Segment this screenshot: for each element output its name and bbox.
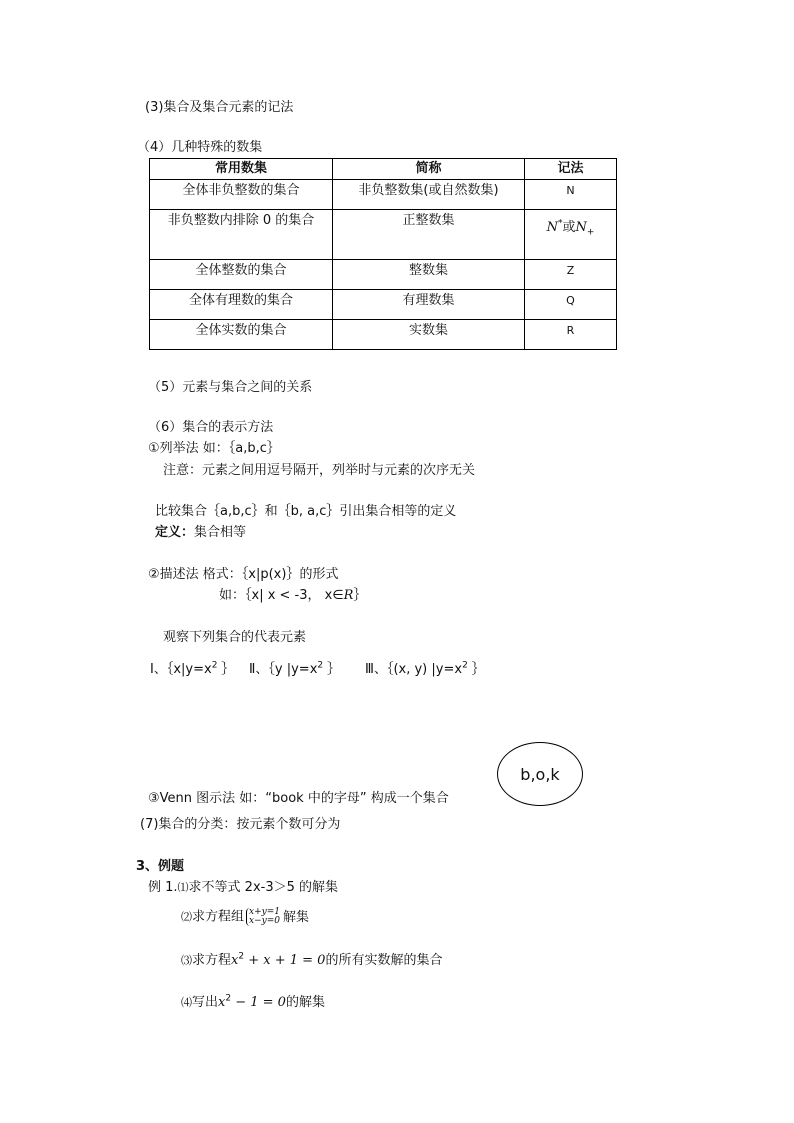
example-1-part-1 [148, 880, 338, 896]
definition-text: 集合相等 [194, 525, 247, 540]
example-1-part-3 [181, 953, 442, 969]
table-row [150, 180, 617, 210]
compare-sets: 比较集合｛a,b,c｝和｛b, a,c｝引出集合相等的定义 [155, 504, 457, 519]
notation-n: N [575, 220, 587, 235]
exponent: 2 [462, 660, 468, 671]
describe-example [219, 588, 366, 604]
table-cell: 非负整数内排除 0 的集合 [150, 210, 333, 260]
section-6-heading: （6）集合的表示方法 [148, 420, 274, 435]
table-cell: R [525, 320, 617, 350]
table-row [150, 290, 617, 320]
table-cell: 实数集 [333, 320, 525, 350]
example-4-tail: 的解集 [285, 995, 325, 1010]
table-cell: Q [525, 290, 617, 320]
equation-1: x+y=1 [249, 907, 280, 917]
table-cell: 全体非负整数的集合 [150, 180, 333, 210]
table-cell: N [525, 180, 617, 210]
example-4-num: ⑷ [181, 996, 192, 1009]
section-7-heading: (7)集合的分类：按元素个数可分为 [140, 817, 341, 832]
exponent: 2 [225, 993, 232, 1004]
number-sets-table [149, 158, 617, 350]
section-4-heading: （4）几种特殊的数集 [137, 140, 263, 155]
example-3-pre: 求方程 [192, 953, 232, 968]
set-ii [249, 662, 340, 678]
example-4-math: x [218, 995, 226, 1010]
definition [155, 525, 246, 541]
venn-method: ③Venn 图示法 如：“book 中的字母” 构成一个集合 [148, 791, 449, 806]
equation-system [246, 908, 280, 926]
section-5-heading: （5）元素与集合之间的关系 [148, 380, 313, 395]
list-method-note: 注意：元素之间用逗号隔开，列举时与元素的次序无关 [163, 463, 476, 478]
observe-text: 观察下列集合的代表元素 [163, 630, 307, 645]
notation-or: 或 [562, 220, 576, 235]
example-3-tail: 的所有实数解的集合 [325, 953, 443, 968]
example-3-num: ⑶ [181, 954, 192, 967]
notation-plus: + [586, 227, 595, 238]
set-iii-text: Ⅲ、｛(x, y) |y=x [365, 662, 463, 677]
describe-example-prefix: 如：｛x| x < -3， x∈ [219, 588, 344, 603]
set-iii [365, 662, 485, 678]
table-cell: 全体有理数的集合 [150, 290, 333, 320]
table-row [150, 320, 617, 350]
table-header: 记法 [525, 159, 617, 180]
venn-label: b,o,k [520, 764, 560, 784]
describe-example-suffix: ｝ [353, 588, 367, 603]
describe-method: ②描述法 格式：｛x|p(x)｝的形式 [148, 567, 339, 582]
set-i-close: ｝ [221, 662, 235, 677]
example-3-rest: + x + 1 = 0 [244, 953, 326, 968]
example-2-tail: 解集 [282, 909, 309, 925]
table-cell: Z [525, 260, 617, 290]
set-iii-close: ｝ [471, 662, 485, 677]
example-1-part-4 [181, 995, 325, 1011]
list-method: ①列举法 如：｛a,b,c｝ [148, 441, 280, 456]
exponent: 2 [317, 660, 324, 671]
exponent: 2 [238, 951, 245, 962]
example-3-math: x [231, 953, 239, 968]
table-cell: 非负整数集(或自然数集) [333, 180, 525, 210]
example-1-label: 例 1. [148, 880, 178, 895]
exponent: 2 [211, 660, 218, 671]
examples-heading: 3、例题 [136, 859, 185, 874]
real-set-symbol: R [343, 588, 354, 603]
example-2-num: ⑵ [181, 910, 192, 924]
example-2-text: 求方程组 [192, 909, 245, 925]
set-ii-text: Ⅱ、｛y |y=x [249, 662, 318, 677]
set-i [150, 662, 234, 678]
notation-n: N [546, 220, 558, 235]
equation-2: x−y=0 [249, 916, 280, 926]
notation-star: * [557, 218, 563, 229]
definition-label: 定义： [155, 525, 195, 540]
example-1-text: 求不等式 2x-3＞5 的解集 [188, 880, 339, 895]
example-1-num: ⑴ [177, 881, 189, 894]
table-cell: 有理数集 [333, 290, 525, 320]
table-cell: 全体整数的集合 [150, 260, 333, 290]
table-row [150, 260, 617, 290]
section-3-heading: (3)集合及集合元素的记法 [145, 100, 294, 115]
set-ii-close: ｝ [327, 662, 341, 677]
table-header: 简称 [333, 159, 525, 180]
venn-diagram-circle [497, 742, 583, 806]
set-i-text: Ⅰ、｛x|y=x [150, 662, 212, 677]
table-cell: 全体实数的集合 [150, 320, 333, 350]
table-cell: 正整数集 [333, 210, 525, 260]
table-row [150, 210, 617, 260]
example-4-pre: 写出 [192, 995, 219, 1010]
table-cell: 整数集 [333, 260, 525, 290]
positive-integers-notation [525, 210, 617, 260]
example-4-rest: − 1 = 0 [231, 995, 286, 1010]
table-header: 常用数集 [150, 159, 333, 180]
table-header-row [150, 159, 617, 180]
example-1-part-2 [181, 908, 309, 926]
